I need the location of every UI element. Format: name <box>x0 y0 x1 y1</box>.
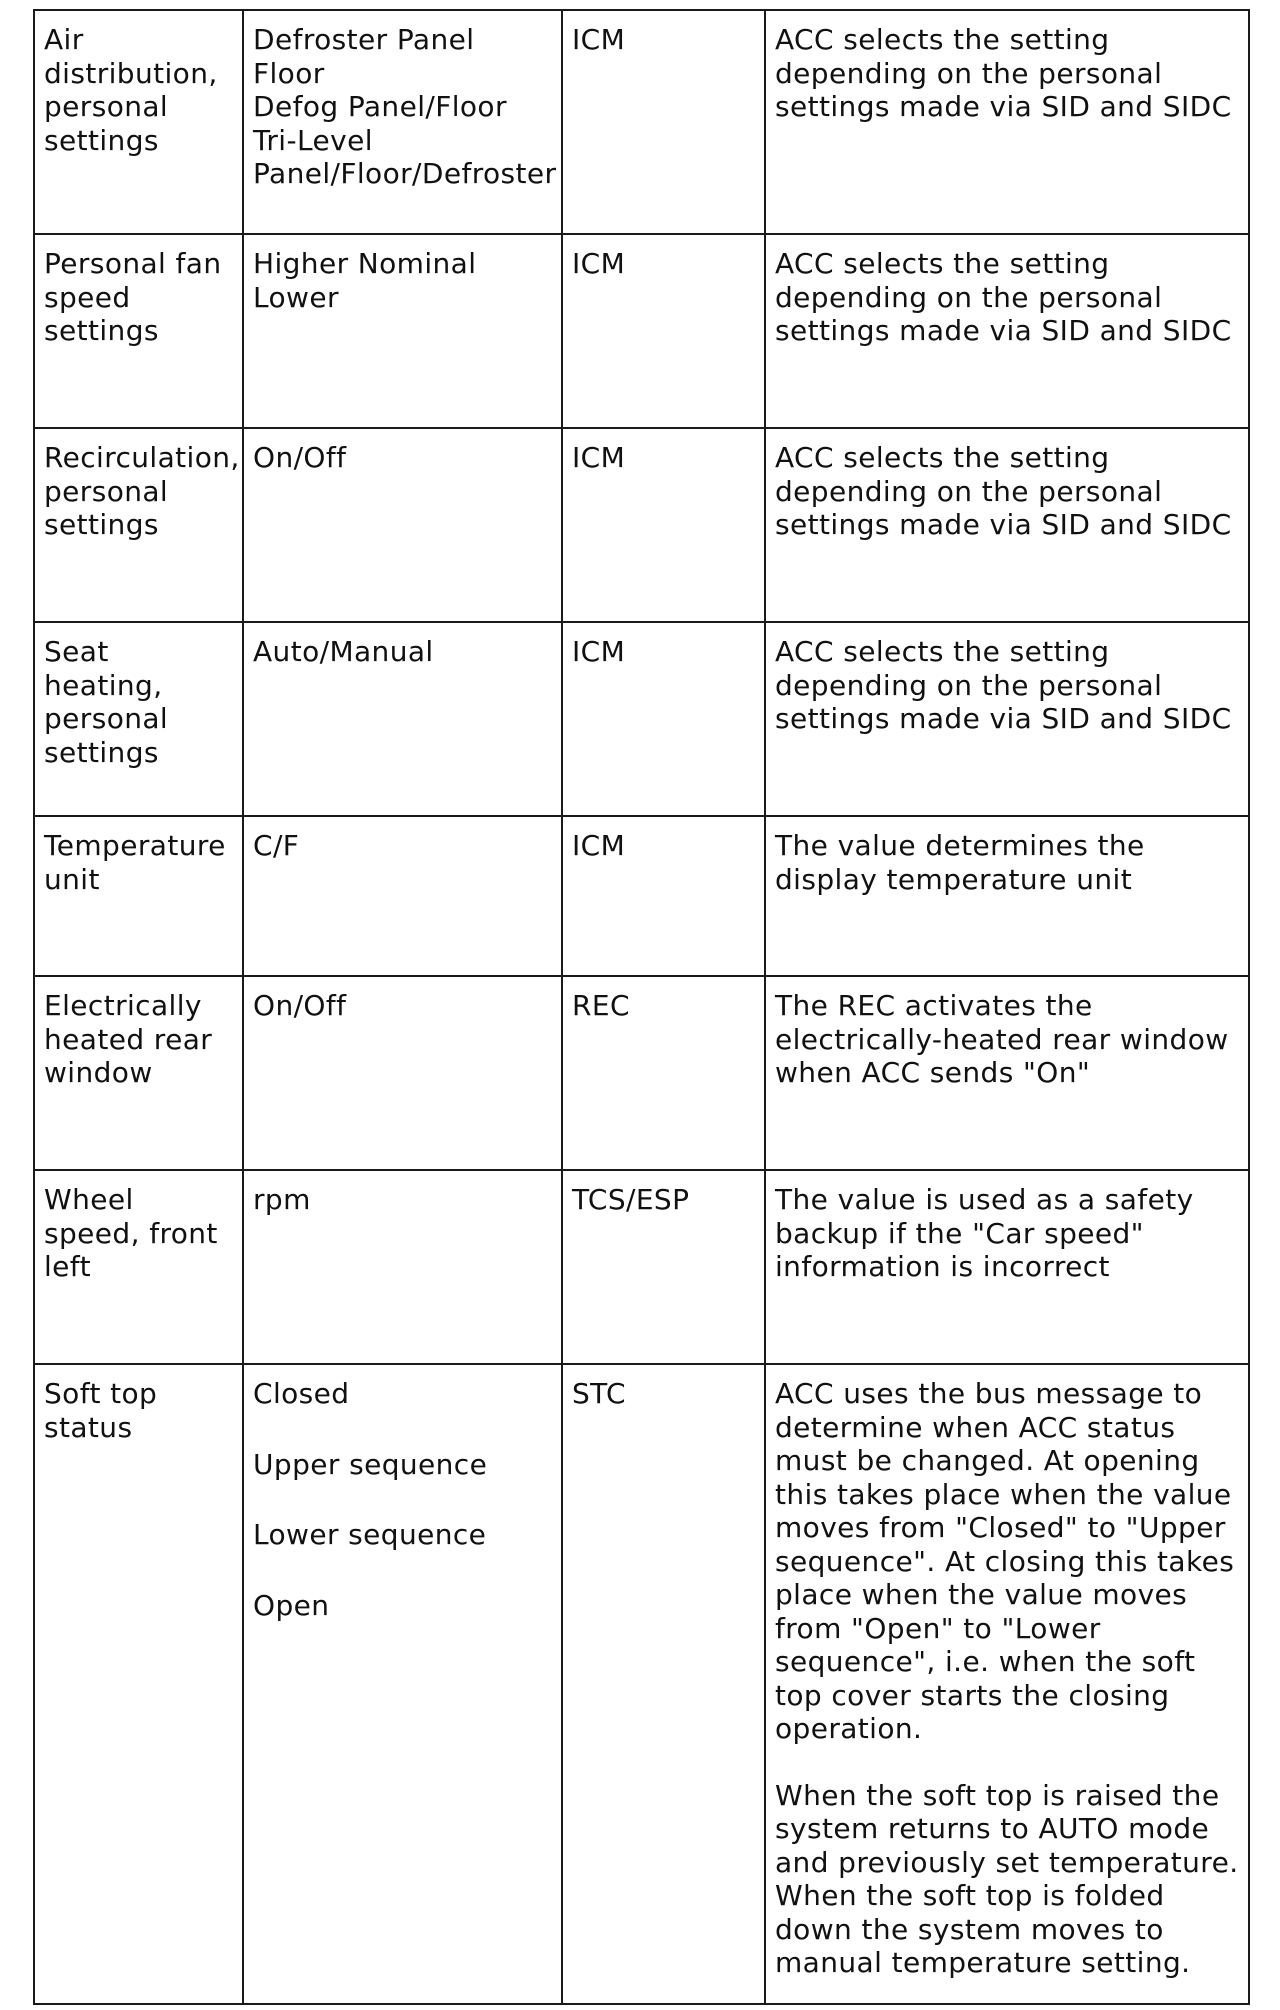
table-row <box>34 234 1249 428</box>
value-cell: Higher Nominal Lower <box>243 234 562 428</box>
table-row <box>34 428 1249 622</box>
table-row <box>34 10 1249 234</box>
description-paragraph: ACC uses the bus message to determine when ACC status must be changed. At opening this takes place when the value moves from "Closed" to "Upper sequence". At closing this takes place when the value moves from "Open" to "Lower sequence", i.e. when the soft top cover starts the closing operation. <box>775 1377 1235 1745</box>
value-cell: On/Off <box>243 976 562 1170</box>
description-cell <box>765 1364 1249 2004</box>
table-row <box>34 816 1249 976</box>
description-cell: The value determines the display temperature unit <box>765 816 1249 976</box>
description-cell: ACC selects the setting depending on the personal settings made via SID and SIDC <box>765 234 1249 428</box>
description-cell: ACC selects the setting depending on the personal settings made via SID and SIDC <box>765 622 1249 816</box>
table-row <box>34 1170 1249 1364</box>
value-cell: Defroster Panel Floor Defog Panel/Floor Tri-Level Panel/Floor/Defroster <box>243 10 562 234</box>
table-row <box>34 976 1249 1170</box>
source-cell: TCS/ESP <box>562 1170 765 1364</box>
description-cell: ACC selects the setting depending on the personal settings made via SID and SIDC <box>765 428 1249 622</box>
signal-spec-table <box>33 9 1250 2005</box>
signal-cell: Temperature unit <box>34 816 243 976</box>
value-item: Closed <box>253 1377 350 1410</box>
value-cell: rpm <box>243 1170 562 1364</box>
description-cell: The REC activates the electrically-heated rear window when ACC sends "On" <box>765 976 1249 1170</box>
value-item: Lower sequence <box>253 1518 487 1551</box>
value-item: Upper sequence <box>253 1447 488 1481</box>
value-cell: C/F <box>243 816 562 976</box>
value-cell <box>243 1364 562 2004</box>
signal-cell: Personal fan speed settings <box>34 234 243 428</box>
value-item: Open <box>253 1588 330 1622</box>
source-cell: ICM <box>562 816 765 976</box>
source-cell: ICM <box>562 622 765 816</box>
signal-cell: Soft top status <box>34 1364 243 2004</box>
signal-cell: Recirculation, personal settings <box>34 428 243 622</box>
source-cell: ICM <box>562 428 765 622</box>
description-cell: The value is used as a safety backup if the "Car speed" information is incorrect <box>765 1170 1249 1364</box>
source-cell: STC <box>562 1364 765 2004</box>
table-row <box>34 622 1249 816</box>
signal-cell: Seat heating, personal settings <box>34 622 243 816</box>
table-row-soft-top <box>34 1364 1249 2004</box>
source-cell: ICM <box>562 10 765 234</box>
description-paragraph: When the soft top is raised the system returns to AUTO mode and previously set temperature. When the soft top is folded down the system moves to manual temperature setting. <box>775 1778 1239 1979</box>
signal-cell: Electrically heated rear window <box>34 976 243 1170</box>
value-cell: Auto/Manual <box>243 622 562 816</box>
source-cell: ICM <box>562 234 765 428</box>
value-cell: On/Off <box>243 428 562 622</box>
description-cell: ACC selects the setting depending on the personal settings made via SID and SIDC <box>765 10 1249 234</box>
signal-cell: Wheel speed, front left <box>34 1170 243 1364</box>
source-cell: REC <box>562 976 765 1170</box>
signal-cell: Air distribution, personal settings <box>34 10 243 234</box>
